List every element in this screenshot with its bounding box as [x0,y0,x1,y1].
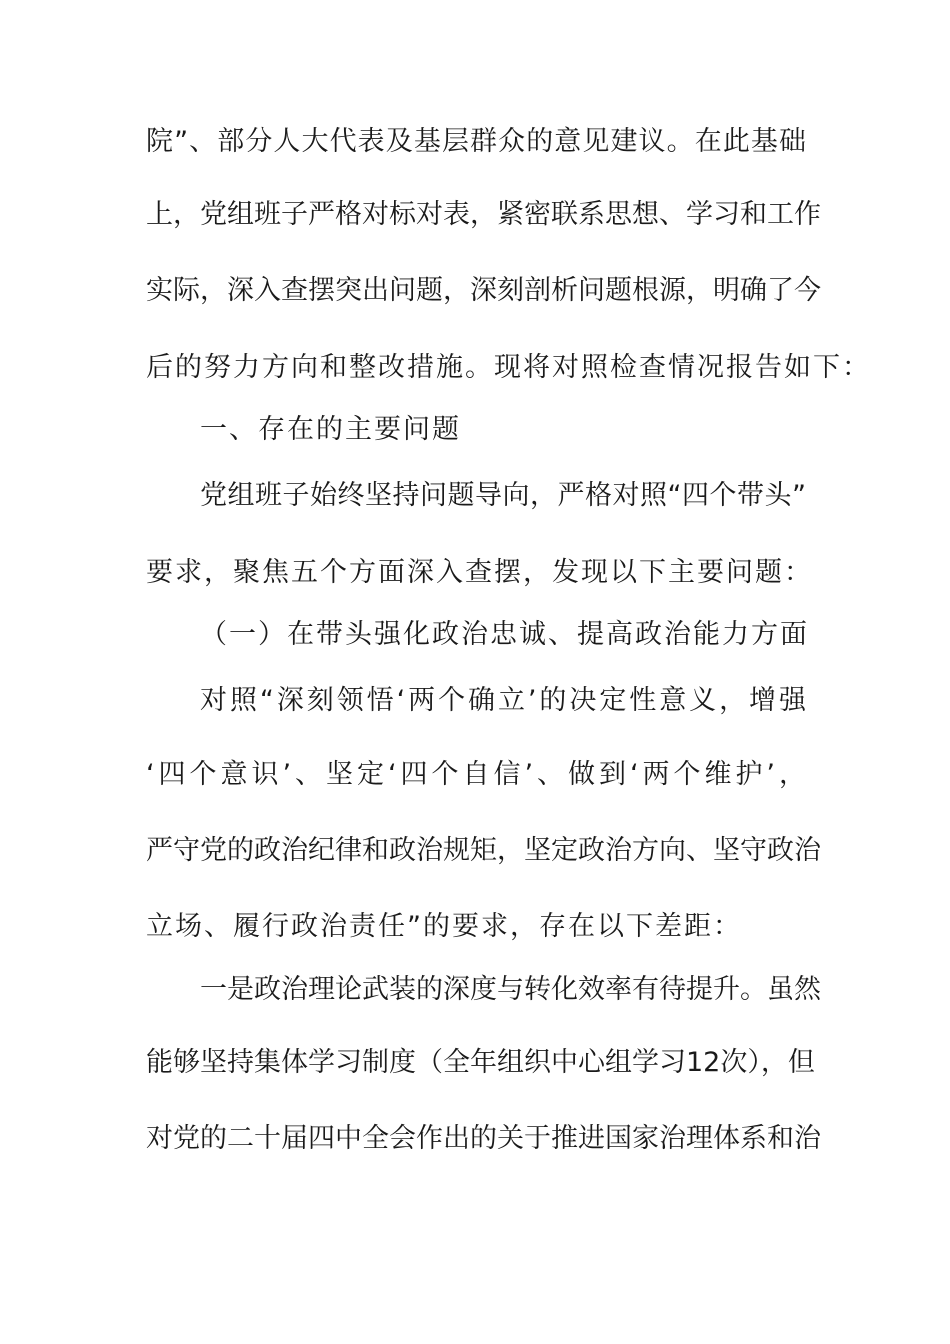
paragraph-line: 对照“深刻领悟‘两个确立’的决定性意义，增强 [200,685,806,716]
paragraph-line: 严守党的政治纪律和政治规矩，坚定政治方向、坚守政治 [146,835,821,866]
section-heading: 一、存在的主要问题 [200,414,461,445]
paragraph-line: 党组班子始终坚持问题导向，严格对照“四个带头” [200,480,806,511]
paragraph-line: ‘四个意识’、坚定‘四个自信’、做到‘两个维护’， [146,759,806,790]
paragraph-line: 对党的二十届四中全会作出的关于推进国家治理体系和治 [146,1123,821,1154]
paragraph-line: 院”、部分人大代表及基层群众的意见建议。在此基础 [146,126,806,157]
paragraph-line: 能够坚持集体学习制度（全年组织中心组学习12次），但 [146,1047,815,1078]
paragraph-line: 立场、履行政治责任”的要求，存在以下差距： [146,911,742,942]
paragraph-line: 实际，深入查摆突出问题，深刻剖析问题根源，明确了今 [146,275,821,306]
paragraph-line: 后的努力方向和整改措施。现将对照检查情况报告如下： [146,352,871,383]
paragraph-line: 上，党组班子严格对标对表，紧密联系思想、学习和工作 [146,199,821,230]
paragraph-line: 要求，聚焦五个方面深入查摆，发现以下主要问题： [146,557,813,588]
subsection-heading: （一）在带头强化政治忠诚、提高政治能力方面 [200,619,809,650]
paragraph-line: 一是政治理论武装的深度与转化效率有待提升。虽然 [200,974,821,1005]
